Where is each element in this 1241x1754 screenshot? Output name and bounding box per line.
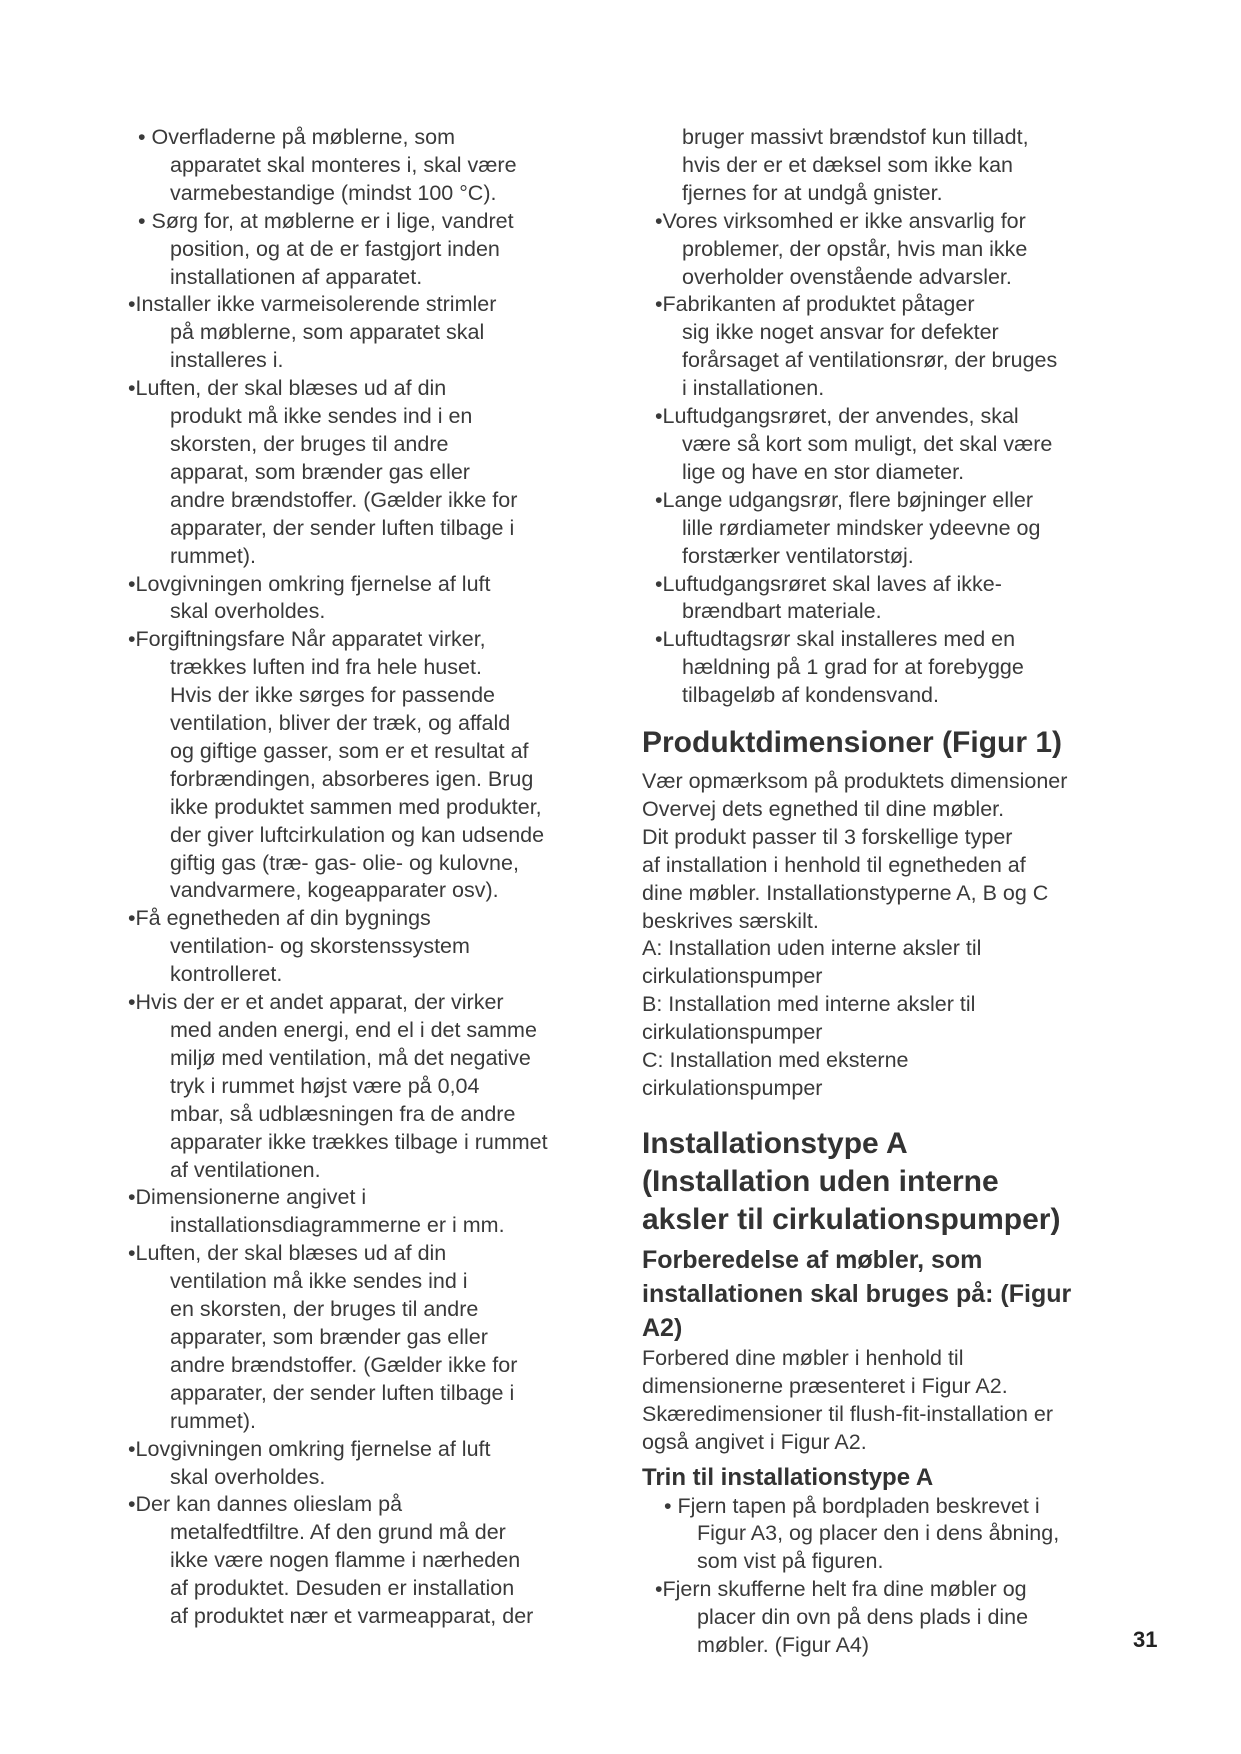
text-line: andre brændstoffer. (Gælder ikke for [170,1352,518,1377]
text-line: position, og at de er fastgjort inden [170,236,500,261]
text-line: som vist på figuren. [697,1549,884,1574]
text-line: apparater, som brænder gas eller [170,1324,488,1349]
text-line: C: Installation med eksterne [642,1048,909,1073]
text-line: •Luften, der skal blæses ud af din [128,1241,447,1266]
text-line: hældning på 1 grad for at forebygge [682,655,1024,680]
text-line: giftig gas (træ- gas- olie- og kulovne, [170,850,519,875]
text-line: B: Installation med interne aksler til [642,992,976,1017]
text-line: •Forgiftningsfare Når apparatet virker, [128,627,486,652]
text-line: •Få egnetheden af din bygnings [128,906,431,931]
text-line: af installation i henhold til egnetheden af [642,852,1026,877]
text-line: lige og have en stor diameter. [682,459,965,484]
text-line: •Luftudgangsrøret skal laves af ikke- [655,571,1002,596]
text-line: skal overholdes. [170,599,326,624]
text-line: •Lange udgangsrør, flere bøjninger eller [655,487,1034,512]
text-line: i installationen. [682,376,825,401]
text-line: cirkulationspumper [642,964,823,989]
text-line: varmebestandige (mindst 100 °C). [170,180,497,205]
text-line: aksler til cirkulationspumper) [642,1202,1061,1236]
text-line: kontrolleret. [170,962,283,987]
text-line: apparater, der sender luften tilbage i [170,515,515,540]
text-line: også angivet i Figur A2. [642,1429,867,1454]
heading-product-dimensions: Produktdimensioner (Figur 1) [642,726,1063,760]
heading-installation-type-a [642,1125,1162,1239]
text-line: Forberedelse af møbler, som [642,1245,983,1274]
text-line: fjernes for at undgå gnister. [682,180,943,205]
text-line: Vær opmærksom på produktets dimensioner [642,769,1068,794]
text-line: •Der kan dannes olieslam på [128,1492,403,1517]
text-line: installationen skal bruges på: (Figur [642,1279,1072,1308]
text-line: placer din ovn på dens plads i dine [697,1605,1029,1630]
text-line: miljø med ventilation, må det negative [170,1045,531,1070]
text-line: overholder ovenstående advarsler. [682,264,1012,289]
text-line: Forbered dine møbler i henhold til [642,1345,964,1370]
text-line: mbar, så udblæsningen fra de andre [170,1101,516,1126]
text-line: brændbart materiale. [682,599,882,624]
product-dimensions-text [642,768,1162,1103]
text-line: metalfedtfiltre. Af den grund må der [170,1520,506,1545]
text-line: skorsten, der bruges til andre [170,431,449,456]
text-line: vandvarmere, kogeapparater osv). [170,878,499,903]
text-line: •Lovgivningen omkring fjernelse af luft [128,571,491,596]
text-line: ikke produktet sammen med produkter, [170,794,542,819]
text-line: af ventilationen. [170,1157,321,1182]
text-line: trækkes luften ind fra hele huset. [170,655,482,680]
heading-furniture-preparation [642,1243,1162,1345]
text-line: med anden energi, end el i det samme [170,1018,537,1042]
text-line: ikke være nogen flamme i nærheden [170,1548,521,1573]
text-line: apparatet skal monteres i, skal være [170,152,517,177]
text-line: sig ikke noget ansvar for defekter [682,320,999,345]
text-line: dimensionerne præsenteret i Figur A2. [642,1373,1008,1398]
text-line: dine møbler. Installationstyperne A, B og C [642,880,1049,905]
text-line: lille rørdiameter mindsker ydeevne og [682,515,1041,540]
steps-list [642,1493,1162,1660]
text-line: rummet). [170,543,256,568]
text-line: skal overholdes. [170,1464,326,1489]
furniture-preparation-text [642,1345,1162,1457]
text-line: •Luftudtagsrør skal installeres med en [655,627,1016,652]
text-line: ventilation, bliver der træk, og affald [170,711,511,736]
text-line: apparater, der sender luften tilbage i [170,1380,515,1405]
text-line: tilbageløb af kondensvand. [682,683,939,708]
text-line: (Installation uden interne [642,1164,999,1198]
text-line: installeres i. [170,348,284,373]
text-line: • Sørg for, at møblerne er i lige, vandret [138,208,514,233]
text-line: A2) [642,1313,683,1342]
left-column [128,124,608,1631]
text-line: hvis der er et dæksel som ikke kan [682,152,1013,177]
text-line: cirkulationspumper [642,1020,823,1045]
text-line: installationsdiagrammerne er i mm. [170,1213,505,1238]
text-line: en skorsten, der bruges til andre [170,1297,479,1322]
text-line: der giver luftcirkulation og kan udsende [170,822,545,847]
text-line: Dit produkt passer til 3 forskellige typer [642,824,1013,849]
text-line: •Fabrikanten af produktet påtager [655,292,975,317]
page-number: 31 [1133,1627,1158,1652]
text-line: Figur A3, og placer den i dens åbning, [697,1521,1060,1546]
text-line: rummet). [170,1408,256,1433]
text-line: tryk i rummet højst være på 0,04 [170,1073,480,1098]
text-line: Skæredimensioner til flush-fit-installation er [642,1401,1054,1426]
text-line: møbler. (Figur A4) [697,1633,870,1658]
text-line: forbrændingen, absorberes igen. Brug [170,766,534,791]
text-line: produkt må ikke sendes ind i en [170,404,473,429]
text-line: •Hvis der er et andet apparat, der virker [128,990,504,1015]
text-line: Installationstype A [642,1126,908,1160]
text-line: beskrives særskilt. [642,908,819,933]
text-line: apparater ikke trækkes tilbage i rummet [170,1129,548,1154]
text-line: Overvej dets egnethed til dine møbler. [642,796,1005,821]
text-line: af produktet. Desuden er installation [170,1576,515,1601]
text-line: •Lovgivningen omkring fjernelse af luft [128,1436,491,1461]
text-line: ventilation- og skorstenssystem [170,934,470,959]
text-line: ventilation må ikke sendes ind i [170,1269,468,1294]
text-line: •Fjern skufferne helt fra dine møbler og [655,1577,1027,1602]
text-line: forårsaget af ventilationsrør, der bruges [682,348,1058,373]
text-line: og giftige gasser, som er et resultat af [170,738,529,763]
text-line: •Installer ikke varmeisolerende strimler [128,292,497,317]
text-line: på møblerne, som apparatet skal [170,320,485,345]
text-line: installationen af apparatet. [170,264,423,289]
text-line: cirkulationspumper [642,1076,823,1100]
heading-steps-type-a: Trin til installationstype A [642,1463,934,1491]
text-line: •Vores virksomhed er ikke ansvarlig for [655,208,1026,233]
text-line: være så kort som muligt, det skal være [682,431,1053,456]
text-line: •Luften, der skal blæses ud af din [128,376,447,401]
text-line: Hvis der ikke sørges for passende [170,683,496,708]
text-line: problemer, der opstår, hvis man ikke [682,236,1028,261]
text-line: • Fjern tapen på bordpladen beskrevet i [664,1493,1040,1518]
right-bullets [642,124,1162,710]
text-line: apparat, som brænder gas eller [170,459,470,484]
text-line: forstærker ventilatorstøj. [682,543,914,568]
text-line: andre brændstoffer. (Gælder ikke for [170,487,518,512]
text-line: •Dimensionerne angivet i [128,1185,367,1210]
text-line: • Overfladerne på møblerne, som [138,125,456,149]
text-line: af produktet nær et varmeapparat, der [170,1604,534,1629]
text-line: •Luftudgangsrøret, der anvendes, skal [655,404,1019,429]
right-column [642,124,1162,1660]
text-line: A: Installation uden interne aksler til [642,936,982,961]
text-line: bruger massivt brændstof kun tilladt, [682,125,1029,149]
